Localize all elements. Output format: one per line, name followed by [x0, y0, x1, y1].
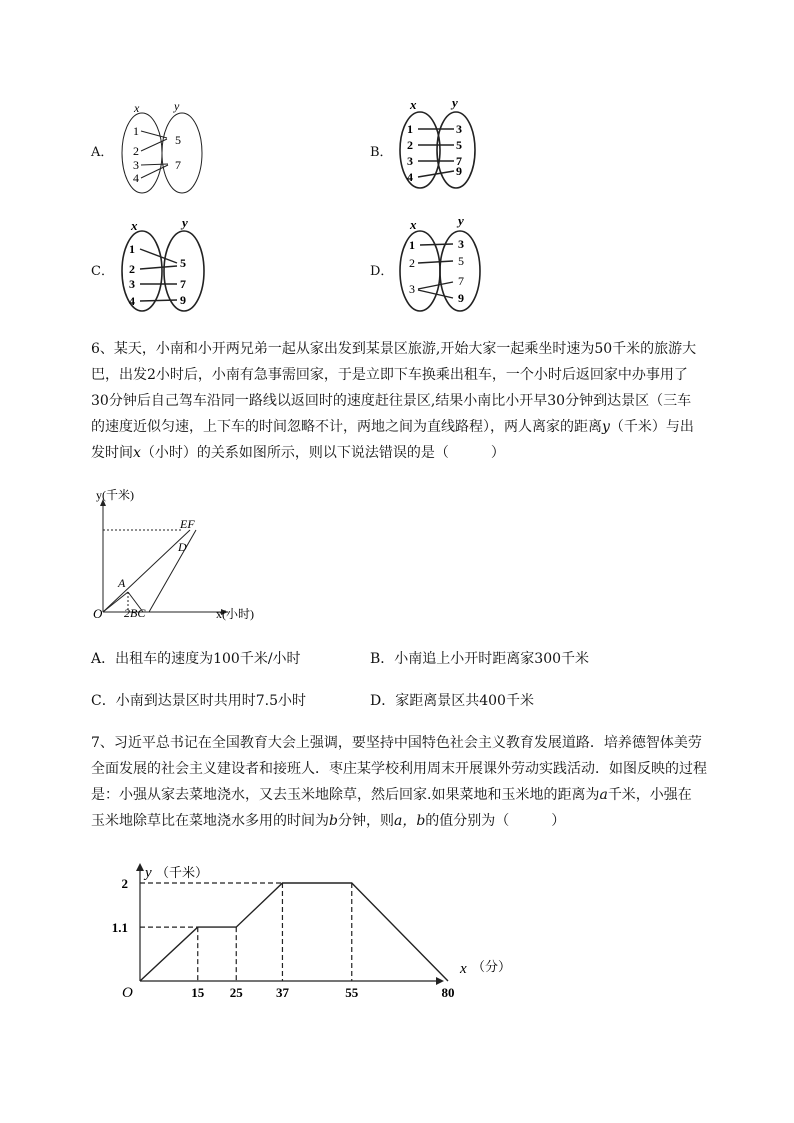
q7-chart: [110, 855, 530, 1015]
svg-text:2: 2: [129, 262, 135, 276]
svg-text:y: y: [452, 95, 458, 110]
svg-text:y: y: [458, 214, 464, 228]
x-elem: 1: [133, 124, 139, 138]
set-y-head: y: [174, 99, 180, 113]
svg-text:x: x: [131, 218, 138, 233]
q6-option-d[interactable]: D．家距离景区共400千米: [370, 693, 534, 709]
svg-text:4: 4: [129, 294, 135, 308]
option-d-diagram: [390, 214, 500, 319]
option-c-diagram: [112, 215, 222, 320]
svg-text:7: 7: [456, 154, 462, 168]
y-axis-unit: （千米）: [156, 865, 209, 880]
svg-text:O: O: [93, 606, 103, 621]
svg-text:D: D: [178, 540, 187, 554]
x-elem: 4: [133, 171, 139, 185]
svg-text:9: 9: [458, 291, 464, 305]
svg-text:1: 1: [129, 242, 135, 256]
svg-text:3: 3: [458, 237, 464, 251]
question-7-text: 7、习近平总书记在全国教育大会上强调，要坚持中国特色社会主义教育发展道路．培养德智体美劳 全面发展的社会主义建设者和接班人．枣庄某学校利用周末开展课外劳动实践活动．如图反映的过程 是：小强从家去菜地浇水，又去玉米地除草，然后回家.如果菜地和玉米地的距离为a千米，小强在 玉米地除草比在菜地浇水多用的时间为b分钟，则a，b的值分别为（ ）: [91, 735, 707, 829]
svg-text:7: 7: [180, 277, 186, 291]
svg-text:9: 9: [180, 293, 186, 307]
svg-text:5: 5: [458, 254, 464, 268]
q6-y-label: y(千米): [96, 488, 134, 502]
series-line: [140, 883, 448, 981]
svg-text:3: 3: [456, 122, 462, 136]
svg-text:2BC: 2BC: [124, 606, 146, 620]
x-elem: 2: [133, 144, 139, 158]
q6-option-c[interactable]: C．小南到达景区时共用时7.5小时: [91, 693, 306, 709]
svg-text:1: 1: [409, 238, 415, 252]
y-elem: 7: [175, 158, 181, 172]
x-tick-label: 80: [441, 985, 455, 1000]
x-tick-label: 15: [191, 985, 205, 1000]
y-axis-arrow: [136, 863, 144, 871]
svg-text:4: 4: [407, 170, 413, 184]
x-axis-unit: （分）: [472, 959, 512, 974]
q6-option-b[interactable]: B．小南追上小开时距离家300千米: [370, 651, 590, 667]
svg-text:9: 9: [456, 164, 462, 178]
x-tick-label: 37: [275, 985, 289, 1000]
svg-text:EF: EF: [180, 517, 195, 531]
x-axis-arrow: [436, 977, 444, 985]
x-tick-label: 25: [229, 985, 243, 1000]
option-c-label[interactable]: C．: [91, 264, 114, 279]
origin-label: O: [122, 985, 133, 1001]
option-a-label[interactable]: A．: [91, 145, 114, 160]
svg-text:1: 1: [407, 122, 413, 136]
svg-text:3: 3: [407, 154, 413, 168]
svg-text:3: 3: [129, 277, 135, 291]
x-elem: 3: [133, 158, 139, 172]
svg-text:x: x: [410, 217, 417, 232]
option-b-label[interactable]: B．: [370, 145, 393, 160]
svg-text:2: 2: [407, 138, 413, 152]
svg-text:2: 2: [409, 256, 415, 270]
svg-text:A: A: [118, 576, 126, 590]
x-tick-label: 55: [345, 985, 359, 1000]
svg-text:5: 5: [180, 256, 186, 270]
svg-text:y: y: [182, 215, 188, 230]
set-x-head: x: [134, 101, 140, 115]
q6-x-label: x(小时): [216, 607, 254, 621]
q6-option-a[interactable]: A．出租车的速度为100千米/小时: [91, 651, 301, 667]
question-6-text: 6、某天，小南和小开两兄弟一起从家出发到某景区旅游,开始大家一起乘坐时速为50千米的旅游大 巴，出发2小时后，小南有急事需回家，于是立即下车换乘出租车，一个小时后返回家中办事用了 30分钟后自己驾车沿同一路线以返回时的速度赶往景区,结果小南比小开早30分钟到达景区（三车 的速度近似匀速，上下车的时间忽略不计，两地之间为直线路程），两人离家的距离y（千米）与出 发时间x（小时）的关系如图所示，则以下说法错误的是（ ）: [91, 341, 697, 461]
svg-text:5: 5: [456, 138, 462, 152]
q6-graph: [88, 485, 288, 625]
x-axis-var: x: [460, 961, 467, 977]
svg-text:7: 7: [458, 274, 464, 288]
y-elem: 5: [175, 133, 181, 147]
y-axis-var: y: [145, 865, 152, 881]
y-tick-label: 1.1: [111, 920, 128, 936]
option-b-diagram: [390, 95, 500, 195]
svg-text:3: 3: [409, 282, 415, 296]
y-tick-label: 2: [121, 876, 128, 891]
svg-text:x: x: [410, 97, 417, 112]
option-a-diagram: [112, 98, 222, 198]
option-d-label[interactable]: D．: [370, 264, 394, 279]
